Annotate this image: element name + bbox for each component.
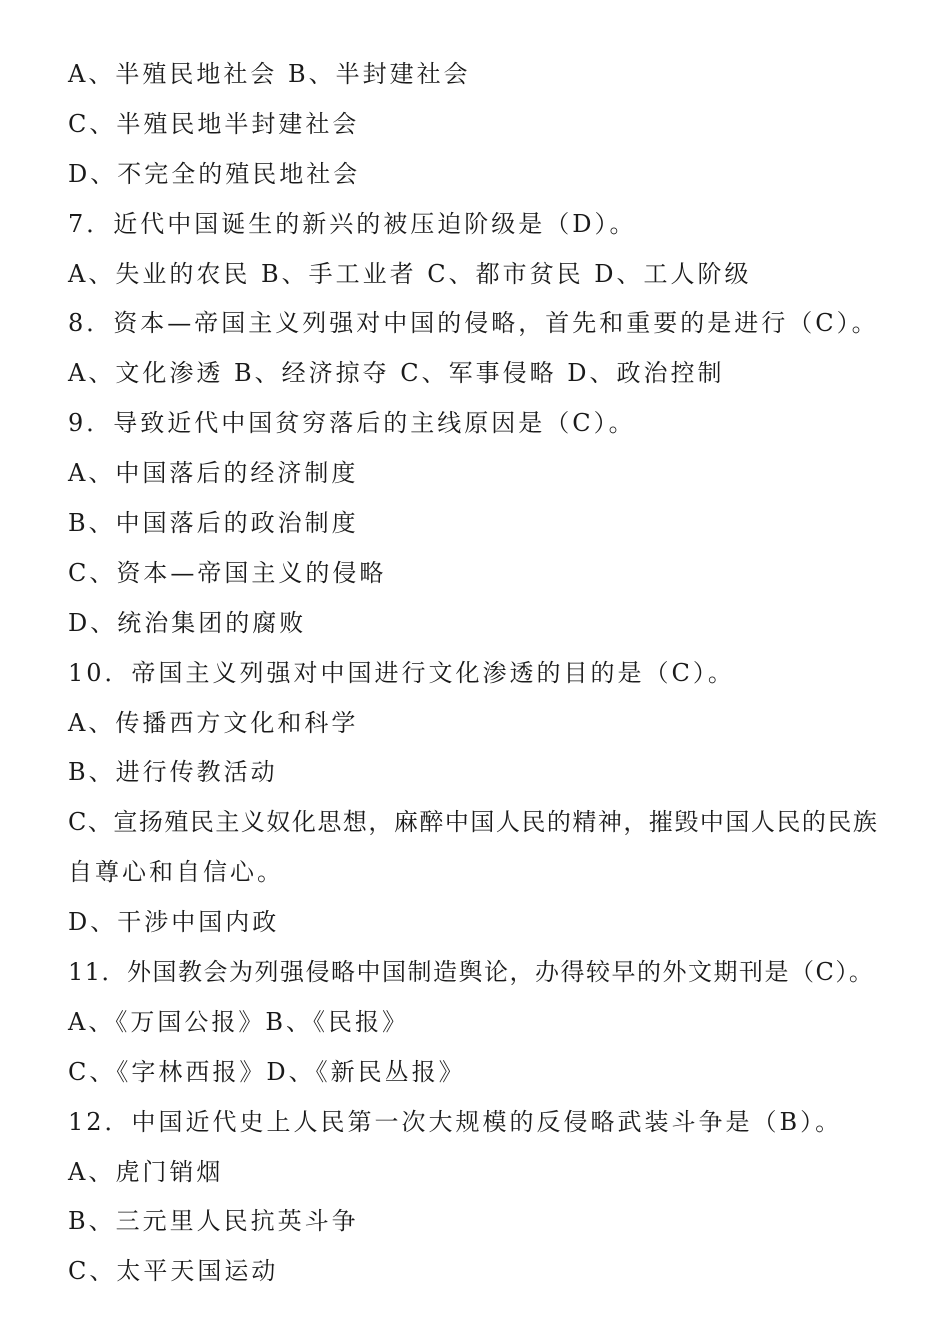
answer-options-q6-ab: A、半殖民地社会 B、半封建社会 xyxy=(68,60,471,88)
answer-option-q9-d: D、统治集团的腐败 xyxy=(68,608,307,637)
answer-option-q12-b: B、三元里人民抗英斗争 xyxy=(68,1207,359,1236)
question-7: 7．近代中国诞生的新兴的被压迫阶级是（D）。 xyxy=(68,209,637,238)
question-10: 10．帝国主义列强对中国进行文化渗透的目的是（C）。 xyxy=(68,658,735,687)
answer-options-q7: A、失业的农民 B、手工业者 C、都市贫民 D、工人阶级 xyxy=(68,259,752,288)
answer-option-q10-a: A、传播西方文化和科学 xyxy=(68,708,359,737)
answer-option-q10-d: D、干涉中国内政 xyxy=(68,908,280,937)
answer-option-q6-d: D、不完全的殖民地社会 xyxy=(68,159,361,188)
answer-option-q6-c: C、半殖民地半封建社会 xyxy=(68,109,360,138)
answer-option-q12-c: C、太平天国运动 xyxy=(68,1257,279,1286)
answer-option-q9-a: A、中国落后的经济制度 xyxy=(68,459,359,488)
question-12: 12．中国近代史上人民第一次大规模的反侵略武装斗争是（B）。 xyxy=(68,1107,843,1136)
document-page xyxy=(68,50,888,1297)
answer-options-q8: A、文化渗透 B、经济掠夺 C、军事侵略 D、政治控制 xyxy=(68,359,725,388)
answer-option-q9-c: C、资本—帝国主义的侵略 xyxy=(68,558,387,587)
answer-option-q9-b: B、中国落后的政治制度 xyxy=(68,509,359,538)
question-9: 9．导致近代中国贫穷落后的主线原因是（C）。 xyxy=(68,409,636,438)
answer-option-q10-c: C、宣扬殖民主义奴化思想，麻醉中国人民的精神，摧毁中国人民的民族 xyxy=(68,808,879,837)
question-8: 8．资本—帝国主义列强对中国的侵略，首先和重要的是进行（C）。 xyxy=(68,309,879,338)
answer-options-q11-ab: A、《万国公报》B、《民报》 xyxy=(68,1007,409,1036)
answer-option-q10-c-continued: 自尊心和自信心。 xyxy=(68,858,284,887)
answer-option-q10-b: B、进行传教活动 xyxy=(68,758,278,787)
answer-option-q12-a: A、虎门销烟 xyxy=(68,1157,224,1186)
answer-options-q11-cd: C、《字林西报》D、《新民丛报》 xyxy=(68,1057,466,1086)
question-11: 11．外国教会为列强侵略中国制造舆论，办得较早的外文期刊是（C）。 xyxy=(68,958,875,987)
